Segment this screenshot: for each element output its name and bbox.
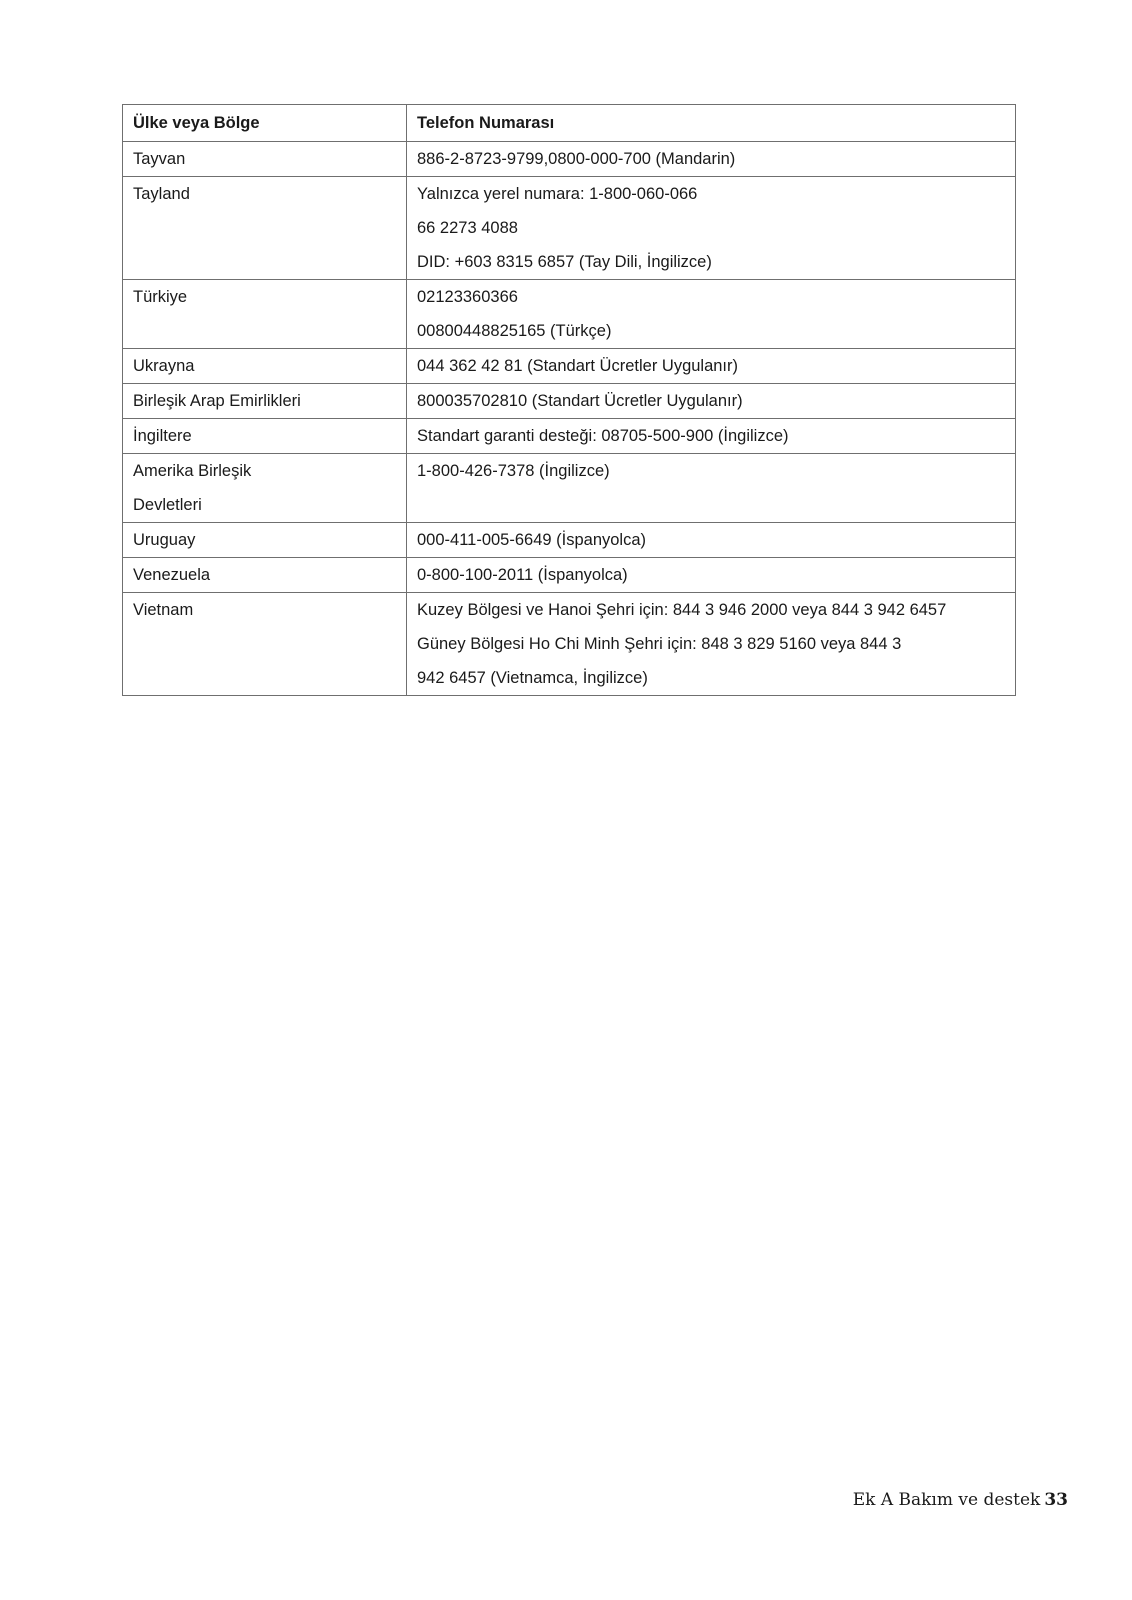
phone-cell (407, 384, 1016, 419)
country-name: Tayland (133, 185, 190, 203)
phone-number-line: DID: +603 8315 6857 (Tay Dili, İngilizce) (417, 253, 712, 271)
phone-number-line: 66 2273 4088 (417, 219, 518, 237)
phone-cell (407, 558, 1016, 593)
column-header-phone: Telefon Numarası (407, 105, 1016, 142)
table-row (123, 419, 1016, 454)
country-cell (123, 454, 407, 523)
phone-number-line: 02123360366 (417, 288, 518, 306)
country-cell (123, 280, 407, 349)
country-name: Venezuela (133, 566, 211, 584)
phone-number-line: 000-411-005-6649 (İspanyolca) (417, 531, 647, 549)
table-body (123, 142, 1016, 696)
country-name: Devletleri (133, 496, 202, 514)
column-header-country: Ülke veya Bölge (123, 105, 407, 142)
phone-number-line: 886-2-8723-9799,0800-000-700 (Mandarin) (417, 150, 736, 168)
country-cell (123, 523, 407, 558)
country-name: Türkiye (133, 288, 188, 306)
page-number: 33 (1044, 1490, 1068, 1510)
country-cell (123, 419, 407, 454)
support-phone-table (122, 104, 1016, 696)
phone-cell (407, 593, 1016, 696)
phone-cell (407, 177, 1016, 280)
country-name: Tayvan (133, 150, 186, 168)
phone-number-line: 00800448825165 (Türkçe) (417, 322, 612, 340)
table-row (123, 454, 1016, 523)
phone-cell (407, 454, 1016, 523)
country-name: Uruguay (133, 531, 196, 549)
table-row (123, 523, 1016, 558)
phone-cell (407, 280, 1016, 349)
table-row (123, 280, 1016, 349)
country-name: Birleşik Arap Emirlikleri (133, 392, 301, 410)
phone-number-line: 0-800-100-2011 (İspanyolca) (417, 566, 628, 584)
table-row (123, 593, 1016, 696)
table-header-row (123, 105, 1016, 142)
country-name: İngiltere (133, 427, 192, 445)
country-cell (123, 349, 407, 384)
phone-number-line: 800035702810 (Standart Ücretler Uygulanır) (417, 392, 743, 410)
country-cell (123, 177, 407, 280)
table-row (123, 142, 1016, 177)
footer-section-title: Ek A Bakım ve destek (852, 1490, 1041, 1510)
country-cell (123, 384, 407, 419)
phone-cell (407, 142, 1016, 177)
phone-number-line: 942 6457 (Vietnamca, İngilizce) (417, 669, 648, 687)
phone-number-line: Standart garanti desteği: 08705-500-900 (İngilizce) (417, 427, 789, 445)
phone-number-line: Kuzey Bölgesi ve Hanoi Şehri için: 844 3 946 2000 veya 844 3 942 6457 (417, 601, 947, 619)
table-row (123, 384, 1016, 419)
table-row (123, 349, 1016, 384)
table-row (123, 177, 1016, 280)
country-name: Vietnam (133, 601, 194, 619)
country-cell (123, 558, 407, 593)
country-name: Ukrayna (133, 357, 195, 375)
phone-cell (407, 419, 1016, 454)
phone-number-line: Yalnızca yerel numara: 1-800-060-066 (417, 185, 698, 203)
country-cell (123, 593, 407, 696)
phone-cell (407, 349, 1016, 384)
page-footer (853, 1490, 1068, 1510)
country-cell (123, 142, 407, 177)
phone-cell (407, 523, 1016, 558)
table-row (123, 558, 1016, 593)
phone-number-line: 1-800-426-7378 (İngilizce) (417, 462, 610, 480)
phone-number-line: Güney Bölgesi Ho Chi Minh Şehri için: 848 3 829 5160 veya 844 3 (417, 635, 902, 653)
phone-number-line: 044 362 42 81 (Standart Ücretler Uygulanır) (417, 357, 739, 375)
country-name: Amerika Birleşik (133, 462, 252, 480)
